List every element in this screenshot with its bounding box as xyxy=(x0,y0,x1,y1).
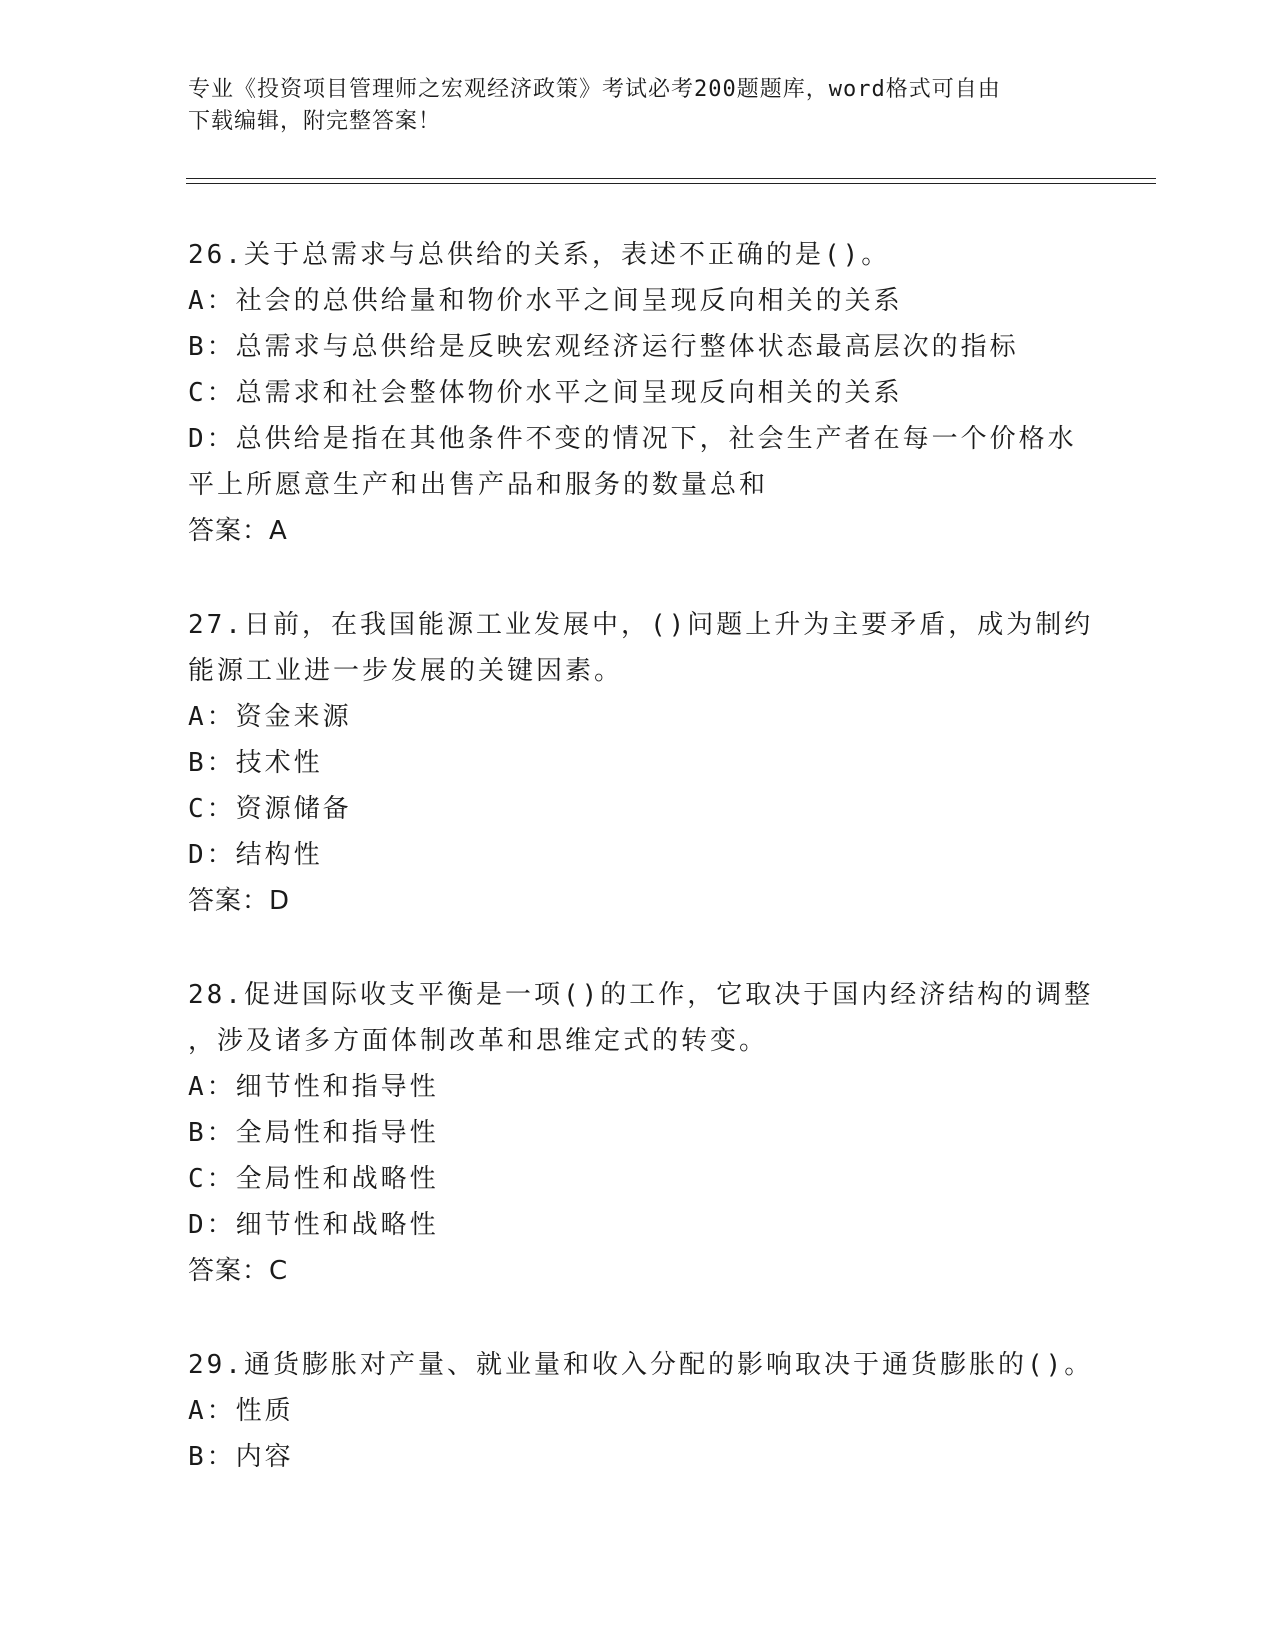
header-line-1: 专业《投资项目管理师之宏观经济政策》考试必考200题题库，word格式可自由 xyxy=(188,77,1001,102)
question-stem: 29.通货膨胀对产量、就业量和收入分配的影响取决于通货膨胀的()。 xyxy=(188,1350,1094,1380)
question-stem: 28.促进国际收支平衡是一项()的工作，它取决于国内经济结构的调整 xyxy=(188,980,1094,1010)
option-d: D：结构性 xyxy=(188,840,323,870)
option-c: C：资源储备 xyxy=(188,794,352,824)
question-28 xyxy=(188,972,1094,1294)
question-29 xyxy=(188,1342,1094,1480)
question-27 xyxy=(188,602,1094,924)
question-26 xyxy=(188,232,1088,554)
option-b: B：内容 xyxy=(188,1442,294,1472)
question-stem-continued: ，涉及诸多方面体制改革和思维定式的转变。 xyxy=(188,1026,769,1056)
answer-label: 答案：A xyxy=(188,516,288,546)
header-divider-top xyxy=(186,178,1156,179)
document-header xyxy=(188,74,1088,138)
option-d: D：细节性和战略性 xyxy=(188,1210,439,1240)
option-c: C：全局性和战略性 xyxy=(188,1164,439,1194)
header-line-2: 下载编辑，附完整答案！ xyxy=(188,109,442,134)
option-d-continued: 平上所愿意生产和出售产品和服务的数量总和 xyxy=(188,470,769,500)
option-b: B：全局性和指导性 xyxy=(188,1118,439,1148)
option-b: B：技术性 xyxy=(188,748,323,778)
option-b: B：总需求与总供给是反映宏观经济运行整体状态最高层次的指标 xyxy=(188,332,1019,362)
question-stem-continued: 能源工业进一步发展的关键因素。 xyxy=(188,656,624,686)
question-list xyxy=(188,232,1094,1528)
option-a: A：社会的总供给量和物价水平之间呈现反向相关的关系 xyxy=(188,286,903,316)
option-a: A：细节性和指导性 xyxy=(188,1072,439,1102)
answer-label: 答案：D xyxy=(188,886,291,916)
header-divider-bottom xyxy=(186,183,1156,184)
option-d: D：总供给是指在其他条件不变的情况下，社会生产者在每一个价格水 xyxy=(188,424,1077,454)
answer-label: 答案：C xyxy=(188,1256,289,1286)
question-stem: 26.关于总需求与总供给的关系，表述不正确的是()。 xyxy=(188,240,891,270)
option-a: A：性质 xyxy=(188,1396,294,1426)
option-c: C：总需求和社会整体物价水平之间呈现反向相关的关系 xyxy=(188,378,903,408)
question-stem: 27.日前，在我国能源工业发展中，()问题上升为主要矛盾，成为制约 xyxy=(188,610,1094,640)
option-a: A：资金来源 xyxy=(188,702,352,732)
